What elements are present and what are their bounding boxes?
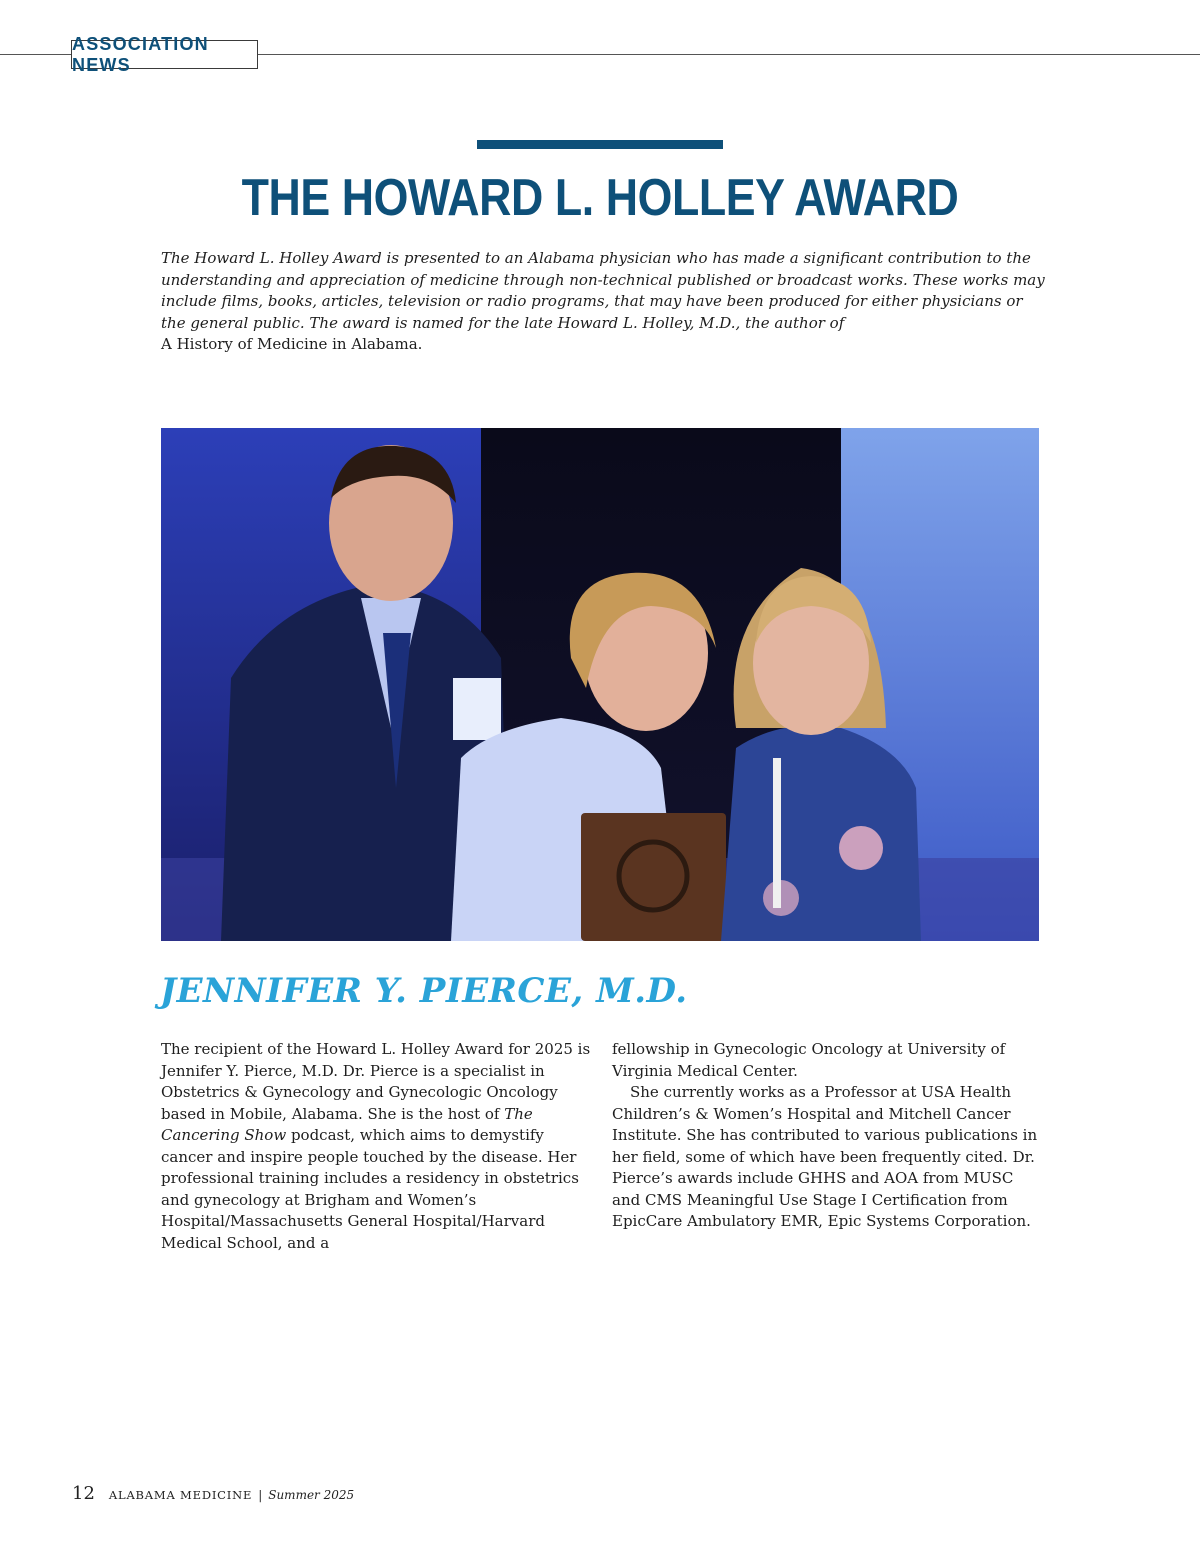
award-photo [161, 428, 1039, 941]
page-footer [72, 1483, 354, 1504]
body-p1-continuation: podcast, which aims to demystify cancer and inspire people touched by the disease. Her professional training includes a residency in obstetrics and gynecology at Brigham and Women’s Hospital/Massachusetts General Hospital/Harvard Medical School, and a [161, 1126, 579, 1252]
issue-date: Summer 2025 [268, 1488, 355, 1502]
award-description [161, 248, 1051, 356]
podcast-title: The Cancering Show [161, 1104, 533, 1144]
award-photo-illustration [161, 428, 1039, 941]
body-paragraph-2: She currently works as a Professor at USA Health Children’s & Women’s Hospital and Mitchell Cancer Institute. She has contributed to various publications in her field, some of which have been frequently cited. Dr. Pierce’s awards include GHHS and AOA from MUSC and CMS Meaningful Use Stage I Certification from EpicCare Ambulatory EMR, Epic Systems Corporation. [612, 1083, 1038, 1230]
body-paragraph-1-continued: fellowship in Gynecologic Oncology at University of Virginia Medical Center. [612, 1040, 1006, 1080]
footer-separator: | [258, 1488, 263, 1502]
page-number: 12 [72, 1483, 95, 1504]
section-tag: ASSOCIATION NEWS [71, 40, 258, 69]
body-p1-text: The recipient of the Howard L. Holley Award for 2025 is Jennifer Y. Pierce, M.D. Dr. Pierce is a specialist in Obstetrics & Gynecology and Gynecologic Oncology based in Mobile, Alabama. She is the host of [161, 1040, 591, 1123]
body-column-right [612, 1039, 1042, 1233]
recipient-name: JENNIFER Y. PIERCE, M.D. [160, 971, 688, 1011]
body-column-left [161, 1039, 591, 1254]
award-description-text: The Howard L. Holley Award is presented to an Alabama physician who has made a significant contribution to the understanding and appreciation of medicine through non-technical published or broadcast works. These works may include films, books, articles, television or radio programs, that may have been produced for either physicians or the general public. The award is named for the late Howard L. Holley, M.D., the author of [161, 249, 1045, 332]
book-title: A History of Medicine in Alabama. [161, 335, 423, 353]
body-paragraph-1 [161, 1039, 591, 1254]
magazine-name: ALABAMA MEDICINE [108, 1488, 253, 1502]
article-title: THE HOWARD L. HOLLEY AWARD [241, 169, 959, 227]
title-accent-bar [477, 140, 723, 149]
